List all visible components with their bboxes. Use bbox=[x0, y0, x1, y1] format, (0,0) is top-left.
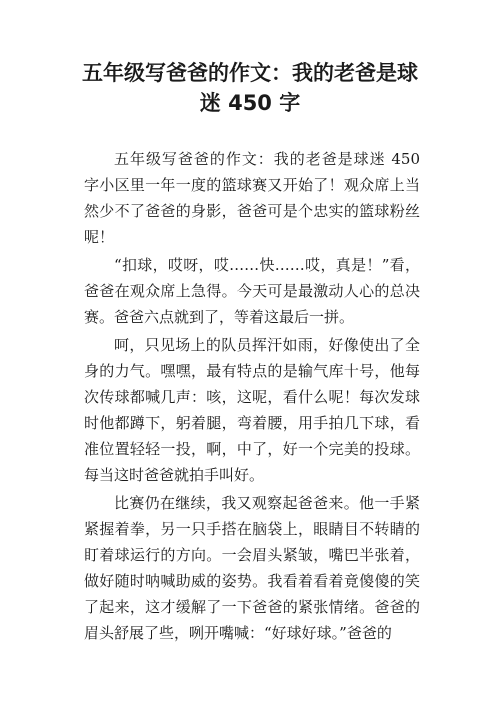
document-body bbox=[84, 146, 420, 646]
paragraph-4: 比赛仍在继续，我又观察起爸爸来。他一手紧紧握着拳，另一只手搭在脑袋上，眼睛目不转睛的盯着球运行的方向。一会眉头紧皱，嘴巴半张着，做好随时呐喊助威的姿势。我看着看着竟傻傻的笑了起来，这才缓解了一下爸爸的紧张情绪。爸爸的眉头舒展了些，咧开嘴喊：“好球好球。”爸爸的 bbox=[84, 494, 420, 642]
title-line-1: 五年级写爸爸的作文：我的老爸是球 bbox=[82, 61, 418, 85]
paragraph-3: 呵，只见场上的队员挥汗如雨，好像使出了全身的力气。嘿嘿，最有特点的是输气库十号，他每次传球都喊几声：咳，这呢，看什么呢！每次发球时他都蹲下，躬着腿，弯着腰，用手拍几下球，看准位置轻轻一投，啊，中了，好一个完美的投球。每当这时爸爸就拍手叫好。 bbox=[84, 336, 420, 484]
paragraph-2: “扣球，哎呀，哎……快……哎，真是！”看，爸爸在观众席上急得。今天可是最激动人心的总决赛。爸爸六点就到了，等着这最后一拼。 bbox=[84, 256, 420, 326]
title-line-2: 迷 450 字 bbox=[199, 91, 301, 115]
paragraph-1: 五年级写爸爸的作文：我的老爸是球迷 450 字小区里一年一度的篮球赛又开始了！观众席上当然少不了爸爸的身影，爸爸可是个忠实的篮球粉丝呢！ bbox=[84, 150, 420, 246]
document-title bbox=[70, 58, 430, 118]
